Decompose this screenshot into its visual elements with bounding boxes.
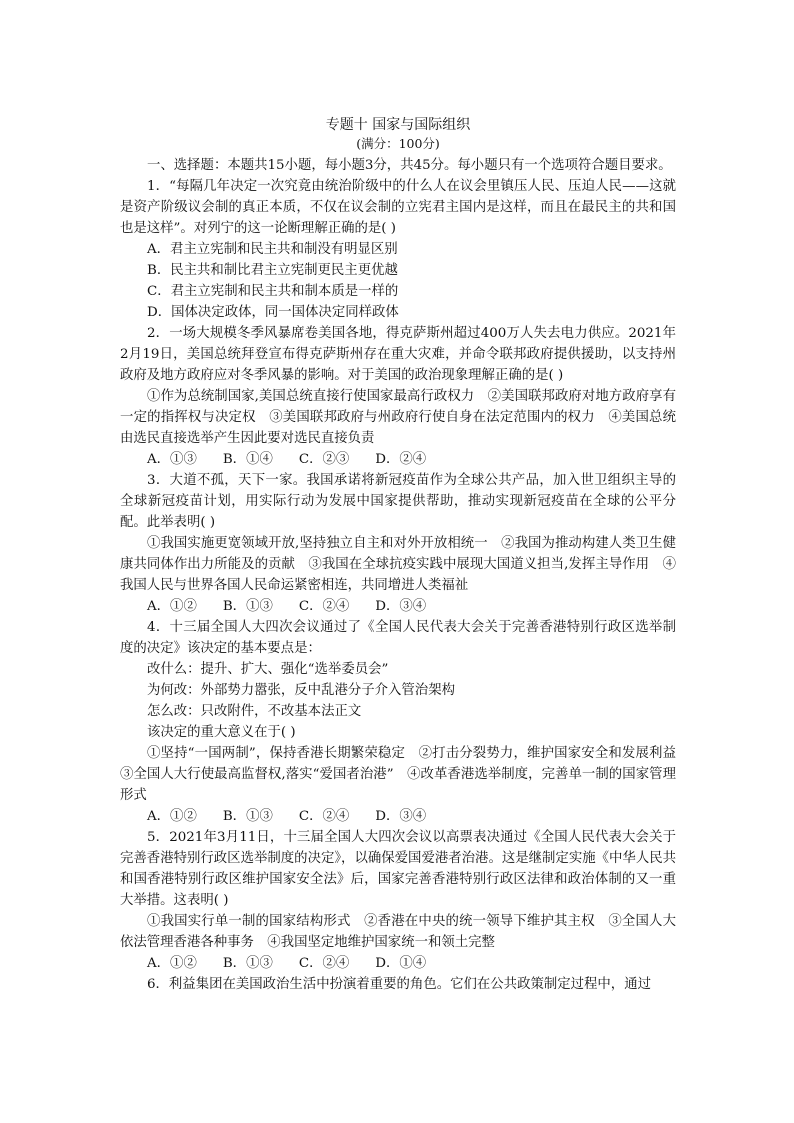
question-4-option-c: C．②④ [298, 809, 350, 824]
question-3-choices: ①我国实施更宽领域开放,坚持独立自主和对外开放相统一 ②我国为推动构建人类卫生健康共同体作出力所能及的贡献 ③我国在全球抗疫实践中展现大国道义担当,发挥主导作用 ④我国人民与世界各国人民命运紧密相连，共同增进人类福祉 [120, 536, 676, 593]
question-2-choices: ①作为总统制国家,美国总统直接行使国家最高行政权力 ②美国联邦政府对地方政府享有一定的指挥权与决定权 ③美国联邦政府与州政府行使自身在法定范围内的权力 ④美国总统由选民直接选举产生因此要对选民直接负责 [120, 389, 676, 446]
question-5-choices: ①我国实行单一制的国家结构形式 ②香港在中央的统一领导下维护其主权 ③全国人大依法管理香港各种事务 ④我国坚定地维护国家统一和领土完整 [120, 914, 676, 950]
question-5-options [120, 953, 676, 974]
question-4-line-4: 该决定的重大意义在于( ) [147, 725, 296, 740]
question-1-option-a: A．君主立宪制和民主共和制没有明显区别 [147, 242, 398, 257]
question-4-choices: ①坚持“一国两制”，保持香港长期繁荣稳定 ②打击分裂势力，维护国家安全和发展利益 ③全国人大行使最高监督权,落实“爱国者治港” ④改革香港选举制度，完善单一制的国家管理形式 [120, 746, 690, 803]
question-1-option-c: C．君主立宪制和民主共和制本质是一样的 [147, 284, 399, 299]
question-2-stem: 2．一场大规模冬季风暴席卷美国各地，得克萨斯州超过400万人失去电力供应。2021年2月19日，美国总统拜登宣布得克萨斯州存在重大灾难，并命令联邦政府提供援助，以支持州政府及地方政府应对冬季风暴的影响。对于美国的政治现象理解正确的是( ) [120, 326, 676, 383]
question-1-stem: 1．“每隔几年决定一次究竟由统治阶级中的什么人在议会里镇压人民、压迫人民——这就是资产阶级议会制的真正本质，不仅在议会制的立宪君主国内是这样，而且在最民主的共和国也是这样”。对列宁的这一论断理解正确的是( ) [120, 179, 676, 236]
question-3-option-b: B．①③ [222, 599, 273, 614]
question-3-option-a: A．①② [147, 599, 197, 614]
question-4-line-1: 改什么：提升、扩大、强化“选举委员会” [147, 662, 389, 677]
question-2-options [120, 449, 676, 470]
question-6-stem: 6．利益集团在美国政治生活中扮演着重要的角色。它们在公共政策制定过程中，通过 [147, 977, 651, 992]
question-5-option-b: B．①③ [222, 956, 273, 971]
question-2-option-c: C．②③ [298, 452, 350, 467]
question-3-option-d: D．③④ [375, 599, 427, 614]
question-4-option-d: D．③④ [375, 809, 427, 824]
section-heading: 一、选择题：本题共15小题，每小题3分，共45分。每小题只有一个选项符合题目要求。 [147, 158, 672, 173]
question-4-options [120, 806, 676, 827]
question-3-option-c: C．②④ [298, 599, 350, 614]
document-body [120, 116, 690, 995]
question-4-stem: 4．十三届全国人大四次会议通过了《全国人民代表大会关于完善香港特别行政区选举制度的决定》该决定的基本要点是： [120, 620, 676, 656]
question-5-option-a: A．①② [147, 956, 197, 971]
question-3-stem: 3．大道不孤，天下一家。我国承诺将新冠疫苗作为全球公共产品，加入世卫组织主导的全球新冠疫苗计划，用实际行动为发展中国家提供帮助，推动实现新冠疫苗在全球的公平分配。此举表明( ) [120, 473, 676, 530]
question-2-option-d: D．②④ [375, 452, 427, 467]
question-1-option-d: D．国体决定政体，同一国体决定同样政体 [147, 305, 399, 320]
question-3-options [120, 596, 676, 617]
question-4-option-a: A．①② [147, 809, 197, 824]
question-4-option-b: B．①③ [222, 809, 273, 824]
page-title: 专题十 国家与国际组织 [325, 117, 471, 133]
question-5-option-c: C．②④ [298, 956, 350, 971]
question-4-line-2: 为何改：外部势力嚣张，反中乱港分子介入管治架构 [147, 683, 455, 698]
question-5-stem: 5．2021年3月11日，十三届全国人大四次会议以高票表决通过《全国人民代表大会关于完善香港特别行政区选举制度的决定》，以确保爱国爱港者治港。这是继制定实施《中华人民共和国香港特别行政区维护国家安全法》后，国家完善香港特别行政区法律和政治体制的又一重大举措。这表明( ) [120, 830, 676, 908]
question-2-option-b: B．①④ [222, 452, 273, 467]
score-note: (满分：100分) [356, 136, 440, 151]
question-2-option-a: A．①③ [147, 452, 197, 467]
question-5-option-d: D．①④ [375, 956, 427, 971]
question-1-option-b: B．民主共和制比君主立宪制更民主更优越 [147, 263, 398, 278]
question-4-line-3: 怎么改：只改附件，不改基本法正文 [147, 704, 362, 719]
